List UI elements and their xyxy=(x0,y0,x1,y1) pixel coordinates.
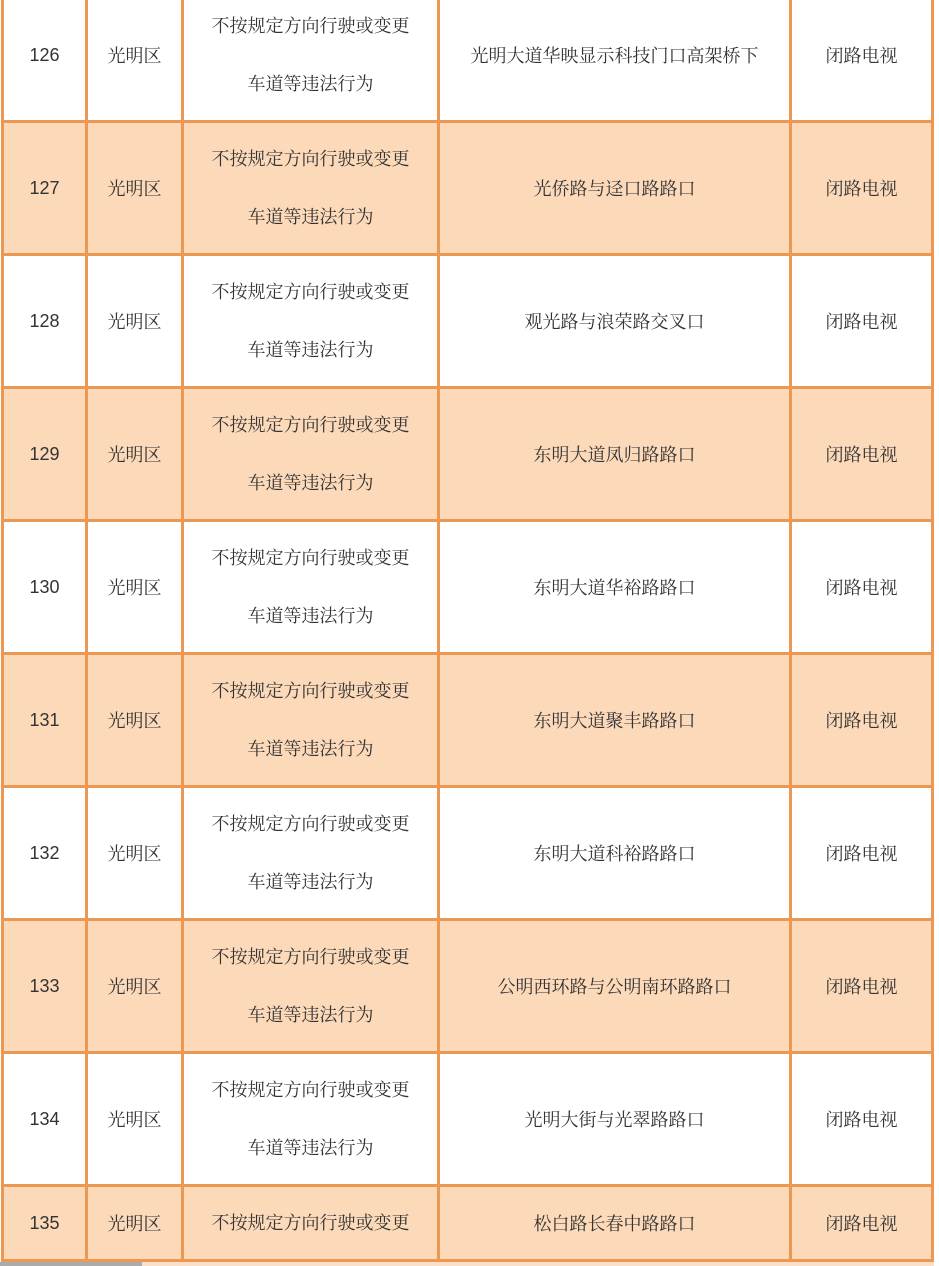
cell-index xyxy=(4,0,88,120)
cell-monitoring-method xyxy=(792,123,931,253)
row-index-text: 131 xyxy=(29,709,60,730)
cell-violation-type xyxy=(184,655,440,785)
cell-index xyxy=(4,655,88,785)
cell-monitoring-method xyxy=(792,788,931,918)
cell-violation-type xyxy=(184,1054,440,1184)
violation-table-body xyxy=(4,0,931,1259)
method-text: 闭路电视 xyxy=(825,1110,898,1130)
district-text: 光明区 xyxy=(107,445,162,465)
violation-line-2: 车道等违法行为 xyxy=(247,1138,374,1158)
method-text: 闭路电视 xyxy=(825,445,898,465)
row-index-text: 126 xyxy=(29,44,60,65)
cell-district xyxy=(88,256,184,386)
table-row xyxy=(4,1054,931,1187)
violation-line-1: 不按规定方向行驶或变更 xyxy=(211,1213,410,1233)
violation-line-1: 不按规定方向行驶或变更 xyxy=(211,1080,410,1100)
cell-district xyxy=(88,123,184,253)
cell-location xyxy=(440,788,792,918)
cell-index xyxy=(4,522,88,652)
violation-line-2: 车道等违法行为 xyxy=(247,74,374,94)
location-text: 光明大街与光翠路路口 xyxy=(524,1110,705,1130)
cell-index xyxy=(4,123,88,253)
table-row xyxy=(4,921,931,1054)
row-index-text: 134 xyxy=(29,1108,60,1129)
method-text: 闭路电视 xyxy=(825,578,898,598)
violation-line-1: 不按规定方向行驶或变更 xyxy=(211,814,410,834)
row-index-text: 127 xyxy=(29,177,60,198)
violation-line-2: 车道等违法行为 xyxy=(247,872,374,892)
location-text: 公明西环路与公明南环路路口 xyxy=(497,977,732,997)
cell-violation-type xyxy=(184,788,440,918)
table-row xyxy=(4,123,931,256)
table-row xyxy=(4,655,931,788)
cell-index xyxy=(4,788,88,918)
row-index-text: 132 xyxy=(29,842,60,863)
district-text: 光明区 xyxy=(107,977,162,997)
cell-location xyxy=(440,1054,792,1184)
violation-line-1: 不按规定方向行驶或变更 xyxy=(211,947,410,967)
cell-index xyxy=(4,921,88,1051)
district-text: 光明区 xyxy=(107,46,162,66)
location-text: 东明大道凤归路路口 xyxy=(533,445,696,465)
cell-district xyxy=(88,1187,184,1259)
cell-monitoring-method xyxy=(792,389,931,519)
cell-monitoring-method xyxy=(792,0,931,120)
bottom-shadow-right xyxy=(142,1262,934,1266)
row-index-text: 130 xyxy=(29,576,60,597)
bottom-edge-shadow xyxy=(0,1262,939,1266)
cell-monitoring-method xyxy=(792,1054,931,1184)
bottom-shadow-left xyxy=(0,1262,142,1266)
cell-district xyxy=(88,1054,184,1184)
location-text: 松白路长春中路路口 xyxy=(533,1214,696,1234)
cell-district xyxy=(88,921,184,1051)
district-text: 光明区 xyxy=(107,711,162,731)
cell-index xyxy=(4,1187,88,1259)
cell-violation-type xyxy=(184,389,440,519)
violation-line-2: 车道等违法行为 xyxy=(247,473,374,493)
cell-district xyxy=(88,788,184,918)
violation-camera-table xyxy=(1,0,934,1262)
cell-violation-type xyxy=(184,123,440,253)
violation-line-2: 车道等违法行为 xyxy=(247,739,374,759)
cell-index xyxy=(4,389,88,519)
method-text: 闭路电视 xyxy=(825,844,898,864)
cell-monitoring-method xyxy=(792,655,931,785)
method-text: 闭路电视 xyxy=(825,977,898,997)
district-text: 光明区 xyxy=(107,578,162,598)
cell-monitoring-method xyxy=(792,921,931,1051)
cell-monitoring-method xyxy=(792,1187,931,1259)
cell-location xyxy=(440,256,792,386)
cell-index xyxy=(4,256,88,386)
cell-location xyxy=(440,1187,792,1259)
cell-violation-type xyxy=(184,256,440,386)
cell-violation-type xyxy=(184,921,440,1051)
cell-monitoring-method xyxy=(792,256,931,386)
row-index-text: 128 xyxy=(29,310,60,331)
cell-violation-type xyxy=(184,522,440,652)
cell-index xyxy=(4,1054,88,1184)
violation-line-2: 车道等违法行为 xyxy=(247,340,374,360)
location-text: 光侨路与迳口路路口 xyxy=(533,179,696,199)
cell-location xyxy=(440,522,792,652)
cell-monitoring-method xyxy=(792,522,931,652)
violation-line-1: 不按规定方向行驶或变更 xyxy=(211,282,410,302)
district-text: 光明区 xyxy=(107,312,162,332)
violation-line-1: 不按规定方向行驶或变更 xyxy=(211,149,410,169)
table-row xyxy=(4,1187,931,1259)
location-text: 东明大道华裕路路口 xyxy=(533,578,696,598)
violation-line-2: 车道等违法行为 xyxy=(247,207,374,227)
cell-district xyxy=(88,0,184,120)
method-text: 闭路电视 xyxy=(825,711,898,731)
cell-violation-type xyxy=(184,1187,440,1259)
table-row xyxy=(4,0,931,123)
violation-line-1: 不按规定方向行驶或变更 xyxy=(211,548,410,568)
row-index-text: 129 xyxy=(29,443,60,464)
cell-location xyxy=(440,389,792,519)
cell-violation-type xyxy=(184,0,440,120)
cell-district xyxy=(88,522,184,652)
location-text: 观光路与浪荣路交叉口 xyxy=(524,312,705,332)
violation-line-1: 不按规定方向行驶或变更 xyxy=(211,681,410,701)
district-text: 光明区 xyxy=(107,1110,162,1130)
cell-district xyxy=(88,655,184,785)
method-text: 闭路电视 xyxy=(825,46,898,66)
cell-district xyxy=(88,389,184,519)
row-index-text: 133 xyxy=(29,975,60,996)
violation-line-2: 车道等违法行为 xyxy=(247,1005,374,1025)
table-row xyxy=(4,788,931,921)
method-text: 闭路电视 xyxy=(825,312,898,332)
row-index-text: 135 xyxy=(29,1212,60,1233)
cell-location xyxy=(440,655,792,785)
location-text: 东明大道科裕路路口 xyxy=(533,844,696,864)
location-text: 东明大道聚丰路路口 xyxy=(533,711,696,731)
district-text: 光明区 xyxy=(107,1214,162,1234)
method-text: 闭路电视 xyxy=(825,179,898,199)
cell-location xyxy=(440,0,792,120)
cell-location xyxy=(440,921,792,1051)
method-text: 闭路电视 xyxy=(825,1214,898,1234)
cell-location xyxy=(440,123,792,253)
table-row xyxy=(4,522,931,655)
table-row xyxy=(4,389,931,522)
violation-line-1: 不按规定方向行驶或变更 xyxy=(211,16,410,36)
violation-line-1: 不按规定方向行驶或变更 xyxy=(211,415,410,435)
table-row xyxy=(4,256,931,389)
district-text: 光明区 xyxy=(107,844,162,864)
violation-line-2: 车道等违法行为 xyxy=(247,606,374,626)
district-text: 光明区 xyxy=(107,179,162,199)
location-text: 光明大道华映显示科技门口高架桥下 xyxy=(470,46,759,66)
